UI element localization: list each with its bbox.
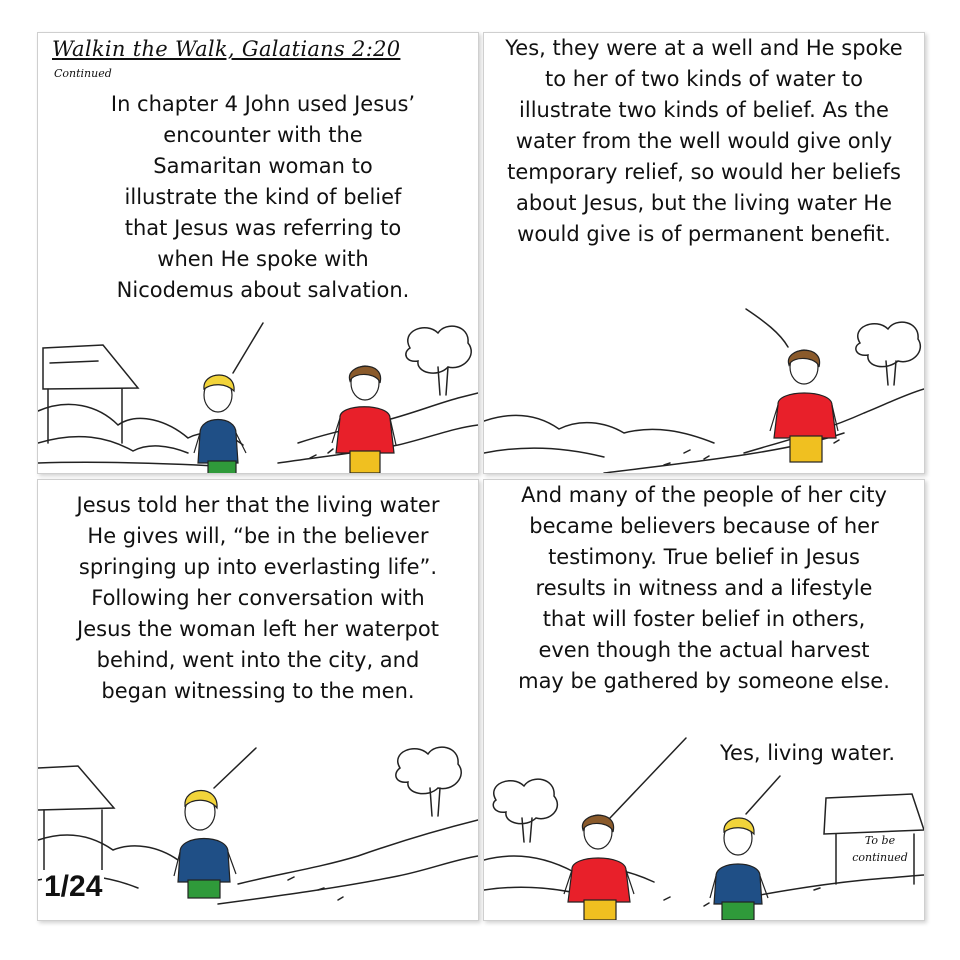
narration-text: Yes, they were at a well and He spoke to her of two kinds of water to illustrate two kinds of belief. As the water from the well would give only temporary relief, so would her beliefs about Jesus, but the living water He would give is of permanent benefit. xyxy=(505,36,903,246)
woman-figure xyxy=(332,366,396,473)
woman-figure xyxy=(770,350,838,462)
comic-title: Walkin the Walk, Galatians 2:20 xyxy=(52,37,401,61)
narration-text: Jesus told her that the living water He gives will, “be in the believer springing up into everlasting life”. Following her conversation with Jesus the woman left her waterpot behind, went into the city, and began witnessing to the men. xyxy=(76,493,440,703)
narration-text: And many of the people of her city became believers because of her testimony. True belief in Jesus results in witness and a lifestyle that will foster belief in others, even though the actual harvest may be gathered by someone else. xyxy=(518,483,890,693)
comic-panel-2 xyxy=(483,32,925,474)
comic-panel-3 xyxy=(37,479,479,921)
comic-subtitle: Continued xyxy=(54,67,112,80)
boy-figure xyxy=(174,791,236,899)
boy-figure xyxy=(710,818,768,920)
comic-panel-1 xyxy=(37,32,479,474)
speech-text: Yes, living water. xyxy=(720,741,896,765)
comic-panel-4 xyxy=(483,479,925,921)
to-be-continued-text: To be continued xyxy=(852,834,908,864)
page-number: 1/24 xyxy=(44,870,103,903)
narration-text: In chapter 4 John used Jesus’ encounter with the Samaritan woman to illustrate the kind of belief that Jesus was referring to when He spoke with Nicodemus about salvation. xyxy=(110,92,416,302)
boy-figure xyxy=(194,375,246,473)
woman-figure xyxy=(564,815,634,920)
